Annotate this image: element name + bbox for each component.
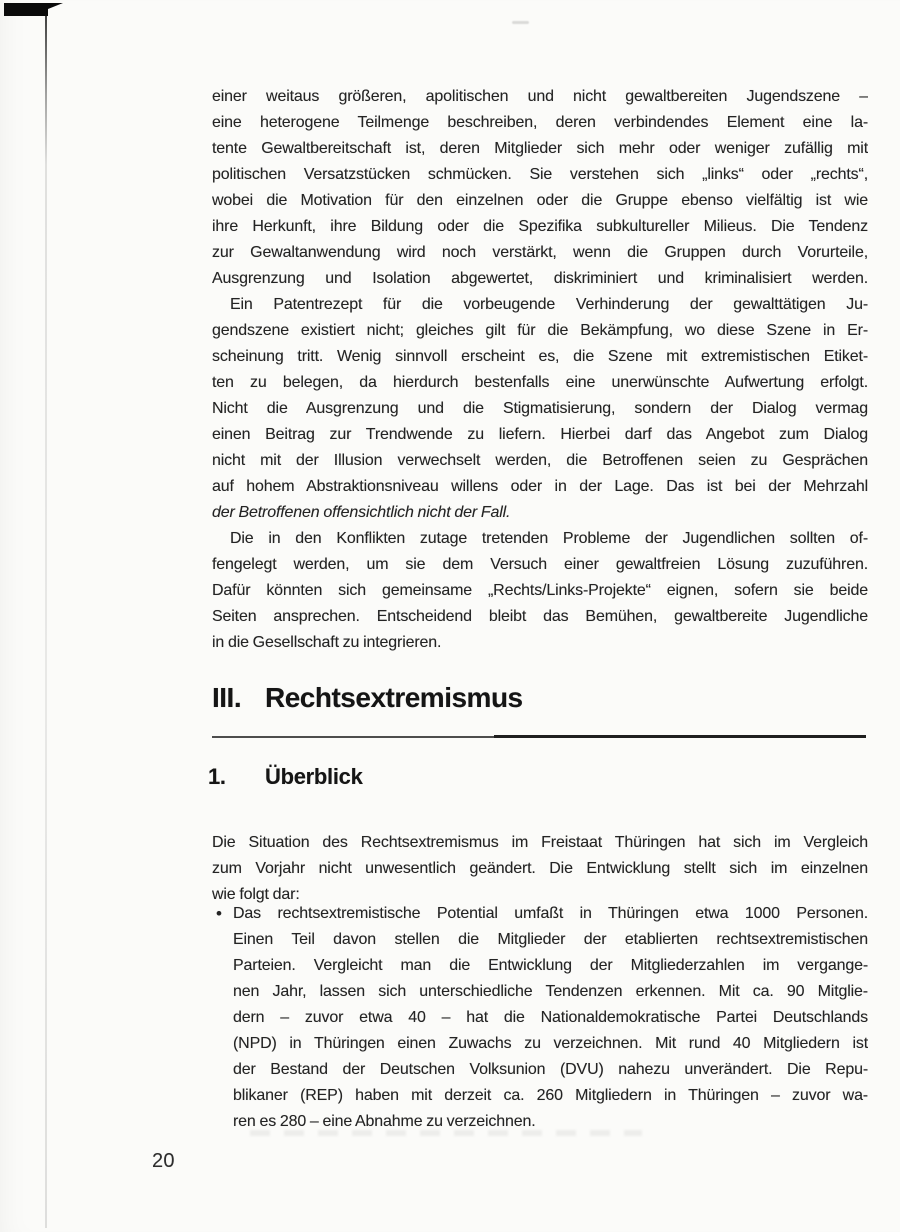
text-line: der Bestand der Deutschen Volksunion (DVU) nahezu unverändert. Die Repu- [233, 1061, 868, 1078]
text-line: wobei die Motivation für den einzelnen oder die Gruppe ebenso vielfältig ist wie [212, 192, 868, 209]
page-number: 20 [152, 1150, 175, 1172]
scan-dash-mark [512, 21, 529, 24]
text-line: Die in den Konflikten zutage tretenden Probleme der Jugendlichen sollten of- [230, 530, 868, 547]
text-line: tente Gewaltbereitschaft ist, deren Mitglieder sich mehr oder weniger zufällig mit [212, 140, 868, 157]
text-line: ren es 280 – eine Abnahme zu verzeichnen. [233, 1113, 536, 1130]
subsection-number: 1. [208, 764, 226, 789]
text-line: nen Jahr, lassen sich unterschiedliche Tendenzen erkennen. Mit ca. 90 Mitglie- [233, 983, 868, 1000]
text-line: ihre Herkunft, ihre Bildung oder die Spezifika subkultureller Milieus. Die Tendenz [212, 218, 868, 235]
text-line: scheinung tritt. Wenig sinnvoll erscheint es, die Szene mit extremistischen Etiket- [212, 348, 868, 365]
text-line: blikaner (REP) haben mit derzeit ca. 260 Mitgliedern in Thüringen – zuvor wa- [233, 1087, 868, 1104]
text-line: einen Beitrag zur Trendwende zu liefern. Hierbei darf das Angebot zum Dialog [212, 426, 868, 443]
section-title: Rechtsextremismus [265, 682, 523, 713]
text-line: fengelegt werden, um sie dem Versuch einer gewaltfreien Lösung zuzuführen. [212, 556, 868, 573]
text-line: Ein Patentrezept für die vorbeugende Verhinderung der gewalttätigen Ju- [230, 296, 868, 313]
body-paragraph-1 [212, 84, 868, 292]
text-line: Das rechtsextremistische Potential umfaßt in Thüringen etwa 1000 Personen. [233, 905, 868, 922]
subsection-title: Überblick [265, 764, 363, 789]
text-line: nicht mit der Illusion verwechselt werden, die Betroffenen seien zu Gesprächen [212, 452, 868, 469]
text-line: wie folgt dar: [212, 886, 300, 903]
intro-paragraph [212, 830, 868, 908]
scan-corner-tab-hook [48, 3, 63, 9]
text-line: Die Situation des Rechtsextremismus im Freistaat Thüringen hat sich im Vergleich [212, 834, 868, 851]
text-line: der Betroffenen offensichtlich nicht der Fall. [212, 504, 511, 521]
text-line: Einen Teil davon stellen die Mitglieder der etablierten rechtsextremistischen [233, 931, 868, 948]
scan-corner-tab [4, 3, 48, 16]
scan-spine-crease [45, 14, 47, 1228]
text-line: auf hohem Abstraktionsniveau willens oder in der Lage. Das ist bei der Mehrzahl [212, 478, 868, 495]
text-line: Seiten ansprechen. Entscheidend bleibt das Bemühen, gewaltbereite Jugendliche [212, 608, 868, 625]
text-line: in die Gesellschaft zu integrieren. [212, 634, 442, 651]
section-heading [212, 681, 523, 715]
text-line: Parteien. Vergleicht man die Entwicklung der Mitgliederzahlen im vergange- [233, 957, 868, 974]
text-line: gendszene existiert nicht; gleiches gilt für die Bekämpfung, wo diese Szene in Er- [212, 322, 868, 339]
bullet-text [233, 901, 868, 1135]
text-line: Dafür könnten sich gemeinsame „Rechts/Links-Projekte“ eignen, sofern sie beide [212, 582, 868, 599]
bullet-item [216, 901, 868, 1135]
text-line: eine heterogene Teilmenge beschreiben, deren verbindendes Element eine la- [212, 114, 868, 131]
text-line: Ausgrenzung und Isolation abgewertet, diskriminiert und kriminalisiert werden. [212, 270, 868, 287]
text-line: (NPD) in Thüringen einen Zuwachs zu verzeichnen. Mit rund 40 Mitgliedern ist [233, 1035, 868, 1052]
body-paragraph-2 [212, 292, 868, 526]
subsection-heading [208, 763, 363, 791]
heading-rule-left-segment [212, 736, 496, 738]
section-number: III. [212, 682, 242, 713]
text-line: Nicht die Ausgrenzung und die Stigmatisierung, sondern der Dialog vermag [212, 400, 868, 417]
bullet-marker-icon: • [216, 904, 222, 923]
text-line: zum Vorjahr nicht unwesentlich geändert. Die Entwicklung stellt sich im einzelnen [212, 860, 868, 877]
text-line: dern – zuvor etwa 40 – hat die Nationaldemokratische Partei Deutschlands [233, 1009, 868, 1026]
text-line: einer weitaus größeren, apolitischen und nicht gewaltbereiten Jugendszene – [212, 88, 868, 105]
heading-rule-right-segment [494, 735, 866, 738]
body-paragraph-3 [212, 526, 868, 656]
text-line: ten zu belegen, da hierdurch bestenfalls eine unerwünschte Aufwertung erfolgt. [212, 374, 868, 391]
text-line: politischen Versatzstücken schmücken. Sie verstehen sich „links“ oder „rechts“, [212, 166, 868, 183]
text-line: zur Gewaltanwendung wird noch verstärkt, wenn die Gruppen durch Vorurteile, [212, 244, 868, 261]
